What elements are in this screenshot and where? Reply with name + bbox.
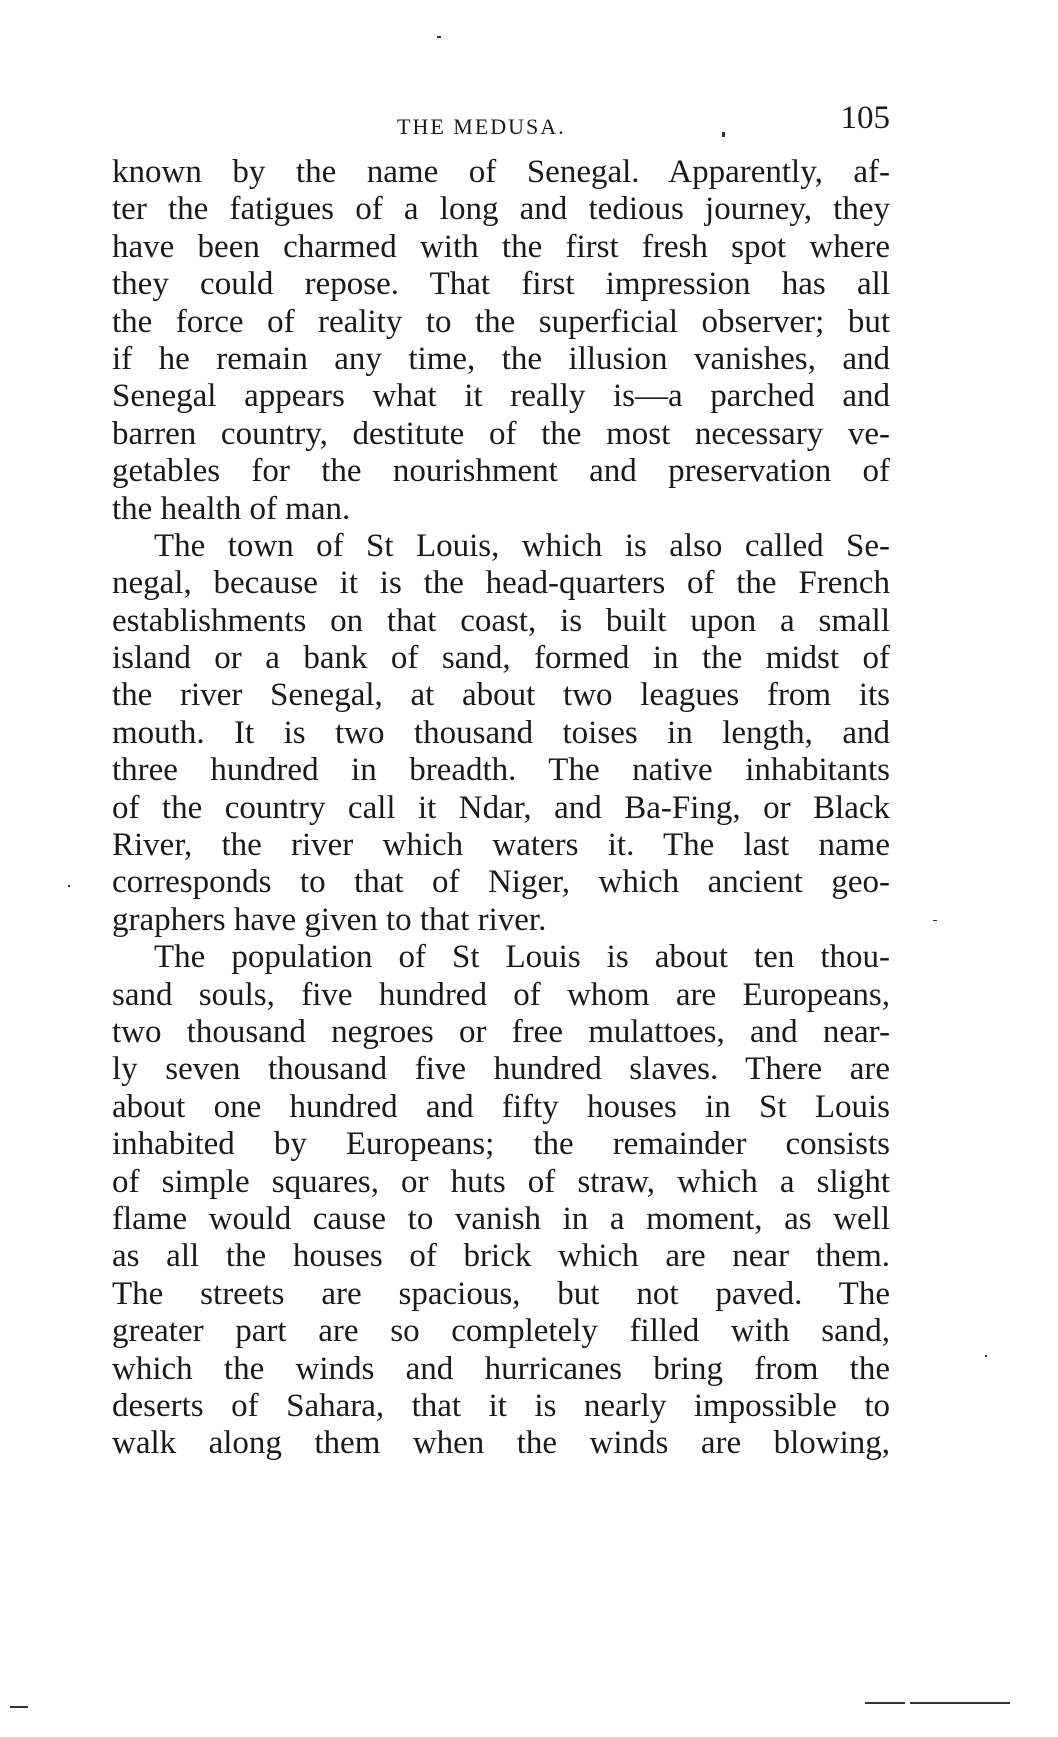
running-head: THE MEDUSA.: [397, 114, 566, 139]
text-line: Senegal appears what it really is—a parched and: [112, 378, 890, 415]
paragraph-3: [112, 939, 890, 1462]
text-line: greater part are so completely filled with sand,: [112, 1313, 890, 1350]
scan-speck: [722, 132, 725, 137]
text-line: known by the name of Senegal. Apparently, af-: [112, 154, 890, 190]
text-line: which the winds and hurricanes bring from the: [112, 1350, 890, 1387]
scan-speck: [10, 1706, 28, 1708]
text-line: walk along them when the winds are blowing,: [112, 1425, 890, 1462]
text-line: as all the houses of brick which are near them.: [112, 1238, 890, 1275]
text-line: island or a bank of sand, formed in the midst of: [112, 640, 890, 677]
text-line: of simple squares, or huts of straw, which a slight: [112, 1163, 890, 1200]
paragraph-2: [112, 528, 890, 939]
text-line: River, the river which waters it. The last name: [112, 827, 890, 864]
page-header: [112, 100, 890, 146]
text-line: the force of reality to the superficial observer; but: [112, 303, 890, 340]
text-line: if he remain any time, the illusion vanishes, and: [112, 340, 890, 377]
text-line: The streets are spacious, but not paved. The: [112, 1275, 890, 1312]
text-line: establishments on that coast, is built upon a small: [112, 602, 890, 639]
text-line: about one hundred and fifty houses in St Louis: [112, 1088, 890, 1125]
text-line: barren country, destitute of the most necessary ve-: [112, 415, 890, 452]
text-line: deserts of Sahara, that it is nearly impossible to: [112, 1387, 890, 1424]
body-text: [112, 154, 890, 1463]
text-line: they could repose. That first impression has all: [112, 266, 890, 303]
text-line: negal, because it is the head-quarters of the French: [112, 565, 890, 602]
scan-speck: [68, 885, 70, 887]
text-line: The town of St Louis, which is also called Se-: [154, 527, 890, 564]
text-line: The population of St Louis is about ten thou-: [154, 939, 890, 976]
text-line: sand souls, five hundred of whom are Europeans,: [112, 976, 890, 1013]
text-line: mouth. It is two thousand toises in length, and: [112, 714, 890, 751]
scan-speck: [437, 36, 441, 38]
text-line: the health of man.: [112, 490, 351, 527]
text-line: have been charmed with the first fresh spot where: [112, 228, 890, 265]
text-line: the river Senegal, at about two leagues from its: [112, 677, 890, 714]
text-line: three hundred in breadth. The native inhabitants: [112, 752, 890, 789]
scan-speck: [933, 920, 937, 921]
scan-speck: [865, 1702, 905, 1704]
text-line: graphers have given to that river.: [112, 901, 547, 938]
text-line: flame would cause to vanish in a moment, as well: [112, 1200, 890, 1237]
text-line: getables for the nourishment and preservation of: [112, 453, 890, 490]
text-line: corresponds to that of Niger, which ancient geo-: [112, 864, 890, 901]
text-line: two thousand negroes or free mulattoes, and near-: [112, 1013, 890, 1050]
text-line: of the country call it Ndar, and Ba-Fing, or Black: [112, 789, 890, 826]
text-line: ly seven thousand five hundred slaves. There are: [112, 1051, 890, 1088]
scan-speck: [910, 1702, 1010, 1704]
page-number: 105: [840, 100, 890, 136]
text-line: inhabited by Europeans; the remainder consists: [112, 1126, 890, 1163]
scan-speck: [985, 1355, 987, 1357]
text-line: ter the fatigues of a long and tedious journey, they: [112, 191, 890, 228]
paragraph-1: [112, 154, 890, 528]
